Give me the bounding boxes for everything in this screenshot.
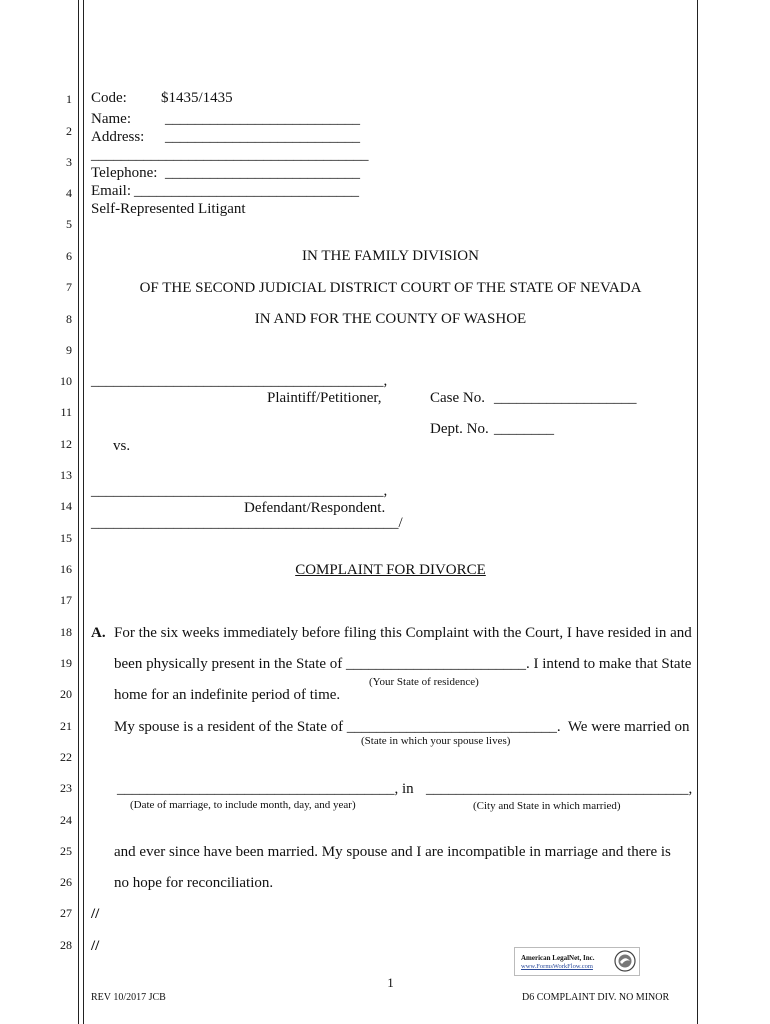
line-number: 28 bbox=[60, 938, 72, 952]
publisher-url-link[interactable]: www.FormsWorkFlow.com bbox=[521, 963, 593, 970]
court-name: OF THE SECOND JUDICIAL DISTRICT COURT OF THE STATE OF NEVADA bbox=[139, 280, 642, 296]
line-number: 19 bbox=[60, 656, 72, 670]
line-number: 22 bbox=[60, 750, 72, 764]
publisher-logo bbox=[514, 947, 640, 976]
line-number: 16 bbox=[60, 562, 72, 576]
indefinite-period-text: home for an indefinite period of time. bbox=[114, 687, 341, 703]
footer-form-id: D6 COMPLAINT DIV. NO MINOR bbox=[522, 992, 670, 1003]
plaintiff-label: Plaintiff/Petitioner, bbox=[267, 390, 382, 406]
line-number: 3 bbox=[66, 155, 72, 169]
reconciliation-text: no hope for reconciliation. bbox=[114, 875, 274, 891]
line-number: 21 bbox=[60, 719, 72, 733]
left-margin-rule bbox=[78, 0, 79, 1024]
line-number: 18 bbox=[60, 625, 72, 639]
defendant-name-field[interactable]: _______________________________________, bbox=[91, 483, 388, 499]
residency-text: For the six weeks immediately before filing this Complaint with the Court, I have resided in and bbox=[114, 625, 692, 641]
document-title: COMPLAINT FOR DIVORCE bbox=[295, 562, 486, 578]
line-number: 14 bbox=[60, 499, 72, 513]
section-a-label: A. bbox=[91, 625, 106, 641]
caption-closing-line: _________________________________________/ bbox=[91, 515, 403, 531]
line-number: 4 bbox=[66, 186, 72, 200]
address-line2-field[interactable]: _____________________________________ bbox=[91, 147, 369, 163]
line-number: 11 bbox=[60, 405, 72, 419]
continuation-mark: // bbox=[91, 906, 100, 922]
state-residence-hint: (Your State of residence) bbox=[369, 676, 479, 688]
line-number: 17 bbox=[60, 593, 72, 607]
name-field[interactable]: __________________________ bbox=[165, 111, 360, 127]
marriage-city-hint: (City and State in which married) bbox=[473, 800, 621, 812]
telephone-field[interactable]: __________________________ bbox=[165, 165, 360, 181]
line-number: 12 bbox=[60, 437, 72, 451]
dept-number-label: Dept. No. bbox=[430, 421, 489, 437]
versus-label: vs. bbox=[113, 438, 131, 454]
defendant-label: Defendant/Respondent. bbox=[244, 500, 386, 516]
email-label: Email: bbox=[91, 183, 131, 199]
line-number: 9 bbox=[66, 343, 72, 357]
name-label: Name: bbox=[91, 111, 131, 127]
telephone-label: Telephone: bbox=[91, 165, 158, 181]
line-number: 10 bbox=[60, 374, 72, 388]
line-number: 1 bbox=[66, 92, 72, 106]
footer-revision: REV 10/2017 JCB bbox=[91, 992, 166, 1003]
line-number: 24 bbox=[60, 813, 72, 827]
incompatibility-text: and ever since have been married. My spouse and I are incompatible in marriage and there is bbox=[114, 844, 671, 860]
marriage-date-field[interactable]: _____________________________________, in bbox=[117, 781, 414, 797]
address-label: Address: bbox=[91, 129, 145, 145]
continuation-mark: // bbox=[91, 938, 100, 954]
right-margin-rule bbox=[697, 0, 698, 1024]
line-number: 27 bbox=[60, 906, 72, 920]
line-number: 8 bbox=[66, 312, 72, 326]
publisher-name: American LegalNet, Inc. bbox=[521, 954, 595, 962]
line-number: 15 bbox=[60, 531, 72, 545]
spouse-state-field[interactable]: My spouse is a resident of the State of ____________________________. We were married on bbox=[114, 719, 690, 735]
line-number: 6 bbox=[66, 249, 72, 263]
marriage-city-field[interactable]: ___________________________________, bbox=[426, 781, 693, 797]
state-residence-field[interactable]: been physically present in the State of ________________________. I intend to make that State bbox=[114, 656, 692, 672]
address-field[interactable]: __________________________ bbox=[165, 129, 360, 145]
email-field[interactable]: ______________________________ bbox=[134, 183, 359, 199]
left-margin-rule-inner bbox=[83, 0, 84, 1024]
line-number: 2 bbox=[66, 124, 72, 138]
code-value: $1435/1435 bbox=[161, 90, 233, 106]
line-number: 25 bbox=[60, 844, 72, 858]
line-number: 20 bbox=[60, 687, 72, 701]
self-represented-label: Self-Represented Litigant bbox=[91, 201, 246, 217]
publisher-seal-icon bbox=[614, 950, 636, 972]
line-number: 5 bbox=[66, 217, 72, 231]
case-number-field[interactable]: ___________________ bbox=[494, 390, 637, 406]
marriage-date-hint: (Date of marriage, to include month, day, and year) bbox=[130, 799, 356, 811]
court-county: IN AND FOR THE COUNTY OF WASHOE bbox=[254, 311, 527, 327]
line-number: 13 bbox=[60, 468, 72, 482]
line-number: 23 bbox=[60, 781, 72, 795]
code-label: Code: bbox=[91, 90, 127, 106]
line-number: 7 bbox=[66, 280, 72, 294]
court-division: IN THE FAMILY DIVISION bbox=[302, 248, 479, 264]
line-number: 26 bbox=[60, 875, 72, 889]
spouse-state-hint: (State in which your spouse lives) bbox=[361, 735, 511, 747]
case-number-label: Case No. bbox=[430, 390, 485, 406]
page-number: 1 bbox=[387, 975, 394, 990]
plaintiff-name-field[interactable]: _______________________________________, bbox=[91, 373, 388, 389]
dept-number-field[interactable]: ________ bbox=[494, 421, 554, 437]
